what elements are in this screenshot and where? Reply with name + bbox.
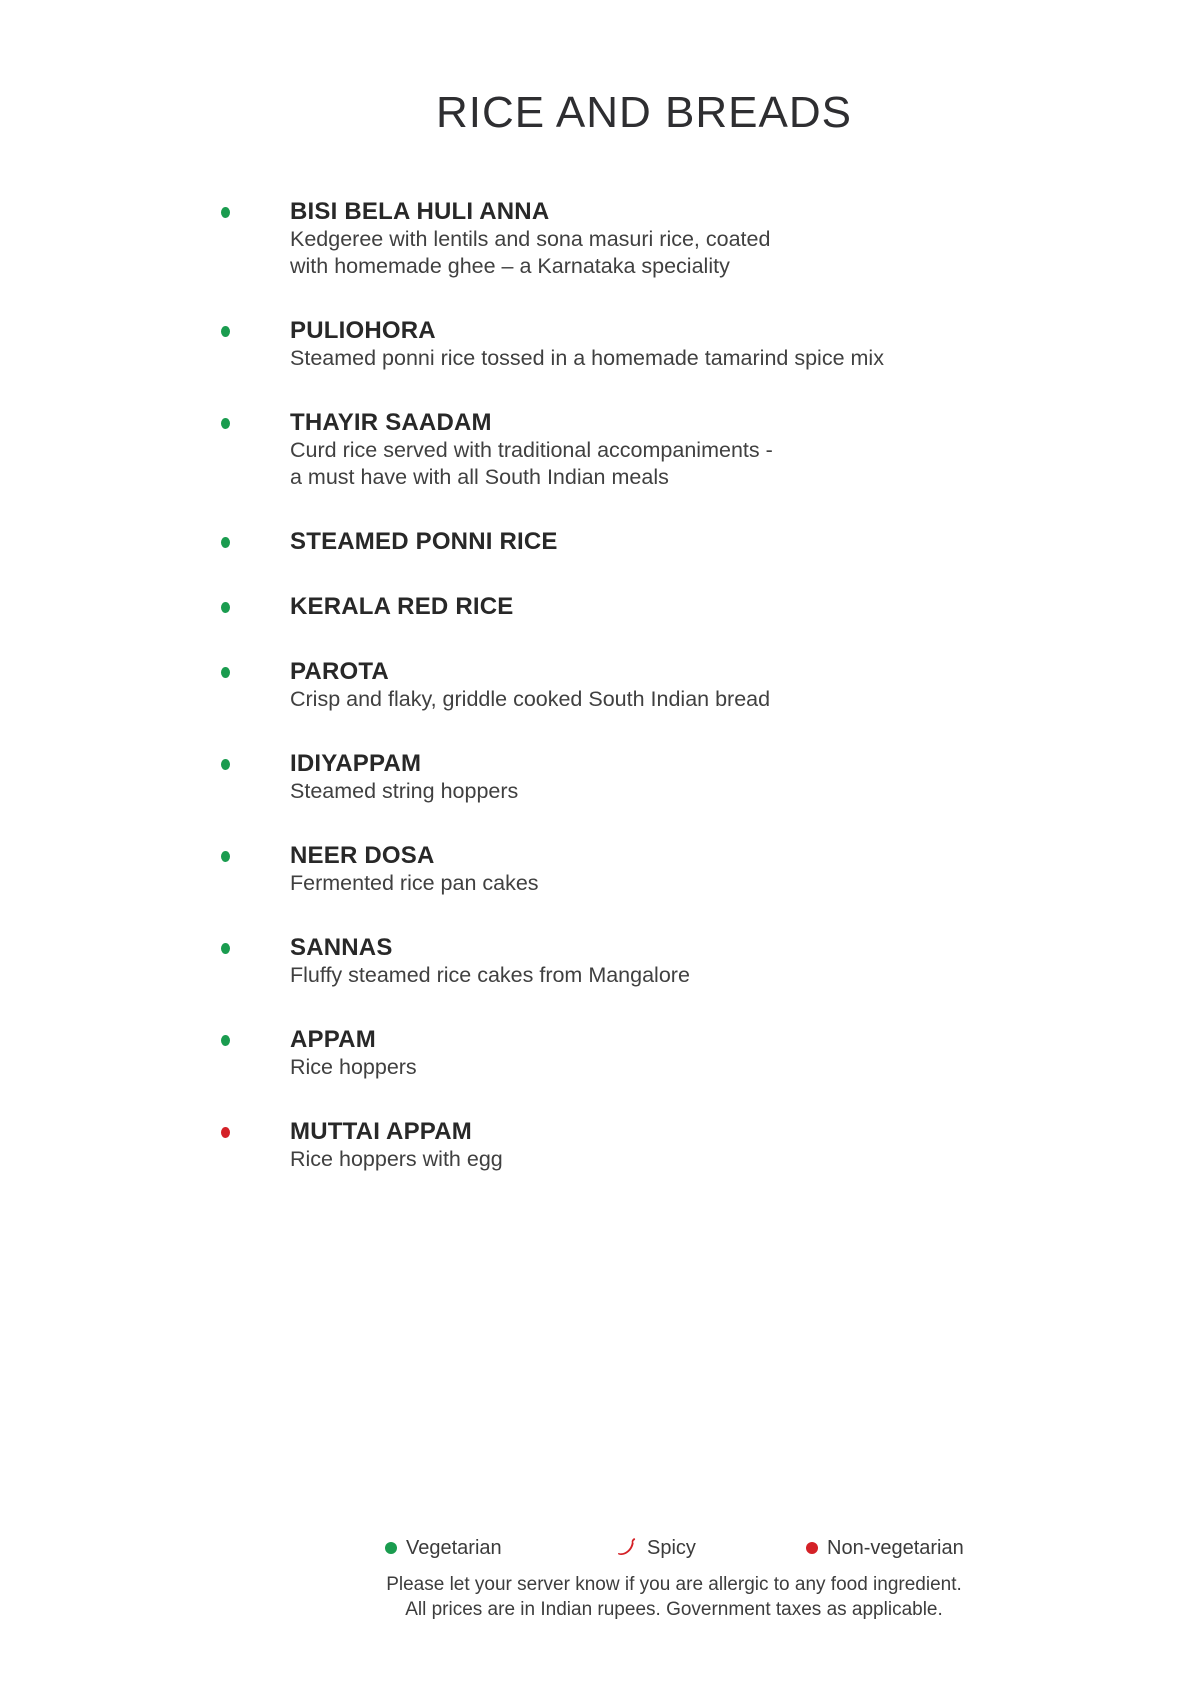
legend-non-vegetarian-label: Non-vegetarian	[827, 1536, 964, 1559]
menu-item	[290, 657, 1010, 713]
spicy-chili-icon	[616, 1536, 638, 1558]
menu-item-description	[290, 437, 1010, 491]
menu-item-description-line: Crisp and flaky, griddle cooked South Indian bread	[290, 687, 771, 711]
menu-item-description-line: Fermented rice pan cakes	[290, 871, 539, 895]
legend	[0, 1536, 1188, 1562]
menu-item	[290, 933, 1010, 989]
menu-item	[290, 592, 1010, 621]
menu-item-description	[290, 686, 1010, 713]
menu-item-name: SANNAS	[290, 934, 393, 961]
footer-note	[0, 1572, 1188, 1622]
vegetarian-marker-icon	[221, 1035, 230, 1046]
vegetarian-marker-icon	[221, 759, 230, 770]
vegetarian-dot-icon	[385, 1542, 397, 1554]
menu-item-description-line: Rice hoppers with egg	[290, 1147, 503, 1171]
legend-spicy-label: Spicy	[647, 1536, 696, 1559]
menu-item-name: APPAM	[290, 1026, 376, 1053]
menu-item	[290, 749, 1010, 805]
menu-item	[290, 841, 1010, 897]
menu-item-description	[290, 345, 1010, 372]
menu-item-name: PAROTA	[290, 658, 389, 685]
non-vegetarian-marker-icon	[221, 1127, 230, 1138]
menu-item	[290, 1025, 1010, 1081]
footer-allergy-line: Please let your server know if you are allergic to any food ingredient.	[386, 1574, 962, 1595]
legend-vegetarian	[385, 1536, 502, 1560]
vegetarian-marker-icon	[221, 537, 230, 548]
menu-item-name: THAYIR SAADAM	[290, 409, 492, 436]
menu-item-name: IDIYAPPAM	[290, 750, 422, 777]
menu-item-name: MUTTAI APPAM	[290, 1118, 472, 1145]
menu-item	[290, 408, 1010, 491]
vegetarian-marker-icon	[221, 943, 230, 954]
menu-item-name: KERALA RED RICE	[290, 593, 514, 620]
menu-item-description-line: Kedgeree with lentils and sona masuri rice, coated	[290, 227, 771, 251]
legend-spicy	[616, 1536, 696, 1560]
menu-item-description-line: Curd rice served with traditional accompaniments -	[290, 438, 773, 462]
menu-item-description-line: Rice hoppers	[290, 1055, 417, 1079]
menu-item-description	[290, 962, 1010, 989]
menu-item-name: PULIOHORA	[290, 317, 436, 344]
vegetarian-marker-icon	[221, 602, 230, 613]
menu-item-description-line: Steamed ponni rice tossed in a homemade tamarind spice mix	[290, 346, 884, 370]
menu-item-description-line: with homemade ghee – a Karnataka speciality	[290, 254, 730, 278]
menu-item	[290, 527, 1010, 556]
menu-item	[290, 1117, 1010, 1173]
menu-item-name: NEER DOSA	[290, 842, 435, 869]
vegetarian-marker-icon	[221, 851, 230, 862]
menu-item-description	[290, 778, 1010, 805]
menu-item-description	[290, 1054, 1010, 1081]
vegetarian-marker-icon	[221, 418, 230, 429]
vegetarian-marker-icon	[221, 667, 230, 678]
menu-items-list	[290, 197, 1010, 1209]
menu-item-description-line: Steamed string hoppers	[290, 779, 519, 803]
menu-item-description-line: Fluffy steamed rice cakes from Mangalore	[290, 963, 690, 987]
menu-item-description	[290, 226, 1010, 280]
menu-item-description-line: a must have with all South Indian meals	[290, 465, 669, 489]
menu-item-name: STEAMED PONNI RICE	[290, 528, 558, 555]
footer-prices-line: All prices are in Indian rupees. Government taxes as applicable.	[405, 1599, 943, 1620]
vegetarian-marker-icon	[221, 326, 230, 337]
menu-item-description	[290, 1146, 1010, 1173]
menu-item	[290, 316, 1010, 372]
menu-item	[290, 197, 1010, 280]
non-vegetarian-dot-icon	[806, 1542, 818, 1554]
menu-item-description	[290, 870, 1010, 897]
legend-non-vegetarian	[806, 1536, 964, 1560]
vegetarian-marker-icon	[221, 207, 230, 218]
legend-vegetarian-label: Vegetarian	[406, 1536, 502, 1559]
page-title: RICE AND BREADS	[436, 88, 852, 137]
menu-item-name: BISI BELA HULI ANNA	[290, 198, 550, 225]
